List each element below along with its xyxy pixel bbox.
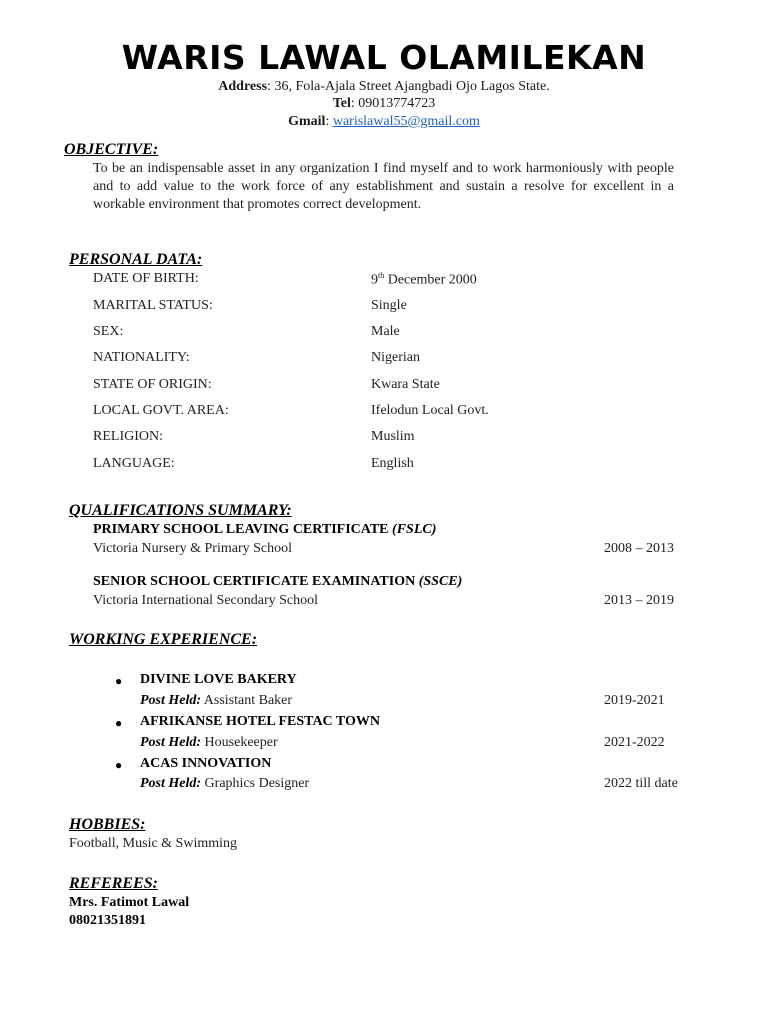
address-label: Address	[218, 79, 268, 94]
referees-heading: REFEREES:	[69, 875, 158, 892]
pd-value-sex: Male	[371, 324, 400, 339]
pd-value-nationality: Nigerian	[371, 350, 420, 365]
tel-label: Tel	[332, 96, 351, 111]
qualification-title: PRIMARY SCHOOL LEAVING CERTIFICATE (FSLC)	[93, 522, 437, 537]
gmail-line: Gmail: warislawal55@gmail.com	[288, 114, 480, 129]
pd-label-marital: MARITAL STATUS:	[93, 298, 213, 313]
pd-label-language: LANGUAGE:	[93, 456, 175, 471]
address-line: Address: 36, Fola-Ajala Street Ajangbadi Ojo Lagos State.	[218, 79, 550, 94]
pd-value-dob: 9th December 2000	[371, 271, 477, 288]
job-years: 2022 till date	[604, 776, 678, 791]
referee-phone: 08021351891	[69, 913, 146, 928]
qualification-years: 2013 – 2019	[604, 593, 674, 608]
pd-label-religion: RELIGION:	[93, 429, 163, 444]
job-company: ACAS INNOVATION	[140, 756, 272, 771]
qualification-school: Victoria Nursery & Primary School	[93, 541, 293, 556]
pd-value-state: Kwara State	[371, 377, 440, 392]
pd-label-state: STATE OF ORIGIN:	[93, 377, 212, 392]
bullet-icon: ●	[115, 674, 123, 688]
qualification-years: 2008 – 2013	[604, 541, 674, 556]
qualifications-heading: QUALIFICATIONS SUMMARY:	[69, 502, 292, 519]
tel-line: Tel: 09013774723	[332, 96, 436, 111]
job-company: DIVINE LOVE BAKERY	[140, 672, 297, 687]
pd-label-sex: SEX:	[93, 324, 124, 339]
pd-value-marital: Single	[371, 298, 407, 313]
tel-value: 09013774723	[358, 96, 436, 111]
bullet-icon: ●	[115, 716, 123, 730]
bullet-icon: ●	[115, 758, 123, 772]
objective-heading: OBJECTIVE:	[64, 141, 159, 158]
pd-value-lga: Ifelodun Local Govt.	[371, 403, 489, 418]
referee-name: Mrs. Fatimot Lawal	[69, 895, 190, 910]
personal-data-heading: PERSONAL DATA:	[69, 251, 203, 268]
gmail-label: Gmail	[288, 114, 326, 129]
pd-value-religion: Muslim	[371, 429, 415, 444]
job-years: 2021-2022	[604, 735, 665, 750]
pd-value-language: English	[371, 456, 414, 471]
job-company: AFRIKANSE HOTEL FESTAC TOWN	[140, 714, 381, 729]
cv-name: WARIS LAWAL OLAMILEKAN	[121, 38, 647, 77]
job-post: Post Held: Graphics Designer	[140, 776, 310, 791]
job-years: 2019-2021	[604, 693, 665, 708]
job-post: Post Held: Assistant Baker	[140, 693, 293, 708]
pd-label-nationality: NATIONALITY:	[93, 350, 190, 365]
hobbies-text: Football, Music & Swimming	[69, 836, 238, 851]
email-link[interactable]: warislawal55@gmail.com	[332, 114, 480, 129]
address-value: 36, Fola-Ajala Street Ajangbadi Ojo Lagos State.	[274, 79, 550, 94]
job-post: Post Held: Housekeeper	[140, 735, 278, 750]
hobbies-heading: HOBBIES:	[69, 816, 146, 833]
pd-label-dob: DATE OF BIRTH:	[93, 271, 199, 286]
qualification-school: Victoria International Secondary School	[93, 593, 319, 608]
working-experience-heading: WORKING EXPERIENCE:	[69, 631, 258, 648]
pd-label-lga: LOCAL GOVT. AREA:	[93, 403, 229, 418]
qualification-title: SENIOR SCHOOL CERTIFICATE EXAMINATION (SSCE)	[93, 574, 463, 589]
objective-text: To be an indispensable asset in any organization I find myself and to work harmoniously with people and to add value to the work force of any establishment and sustain a resolve for excellent in a workable environment that promotes correct development.	[93, 161, 674, 212]
